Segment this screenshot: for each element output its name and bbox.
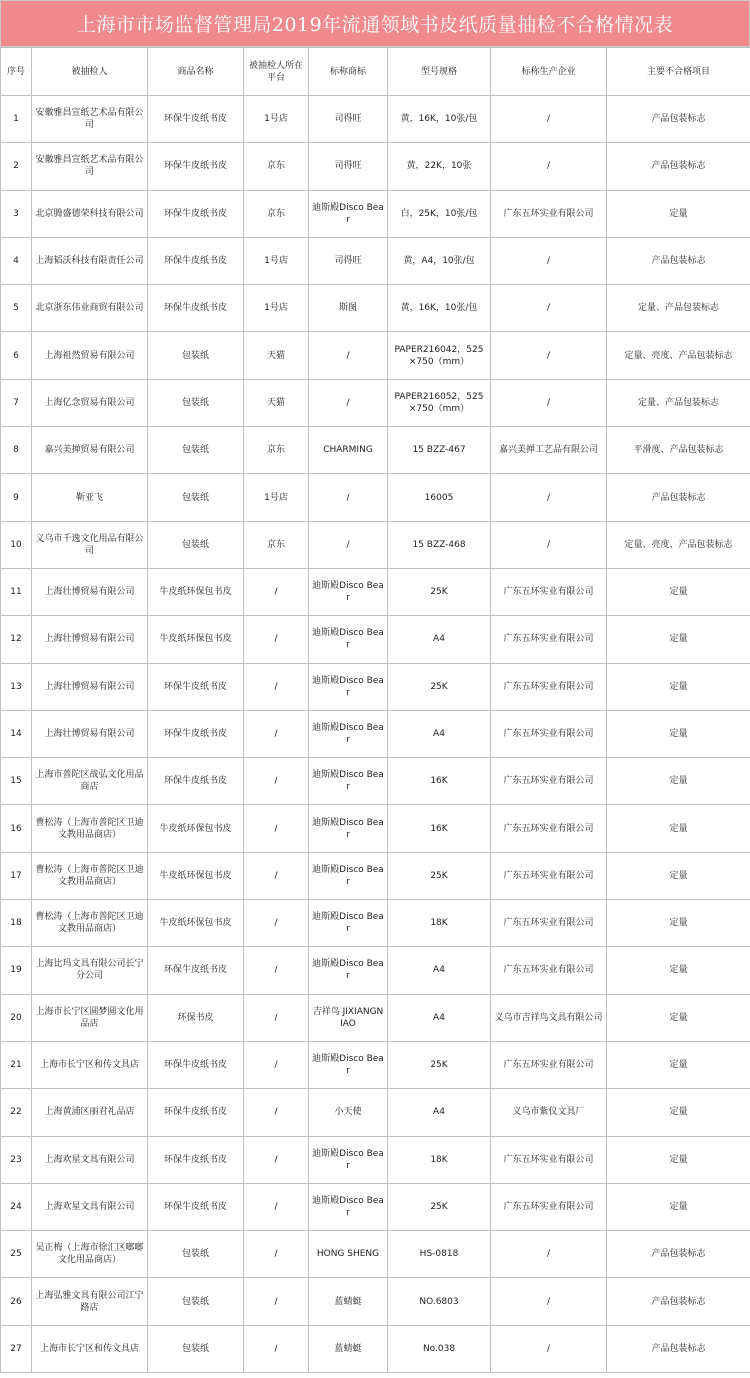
cell-inspected-party: 上海壮博贸易有限公司 xyxy=(32,710,148,757)
cell-manufacturer: 广东五环实业有限公司 xyxy=(491,852,607,899)
cell-index: 25 xyxy=(1,1231,32,1278)
cell-product-name: 环保牛皮纸书皮 xyxy=(148,1089,244,1136)
cell-trademark: 小天使 xyxy=(309,1089,388,1136)
cell-trademark: 迪斯殿Disco Bear xyxy=(309,947,388,994)
table-row xyxy=(1,427,750,474)
cell-index: 17 xyxy=(1,852,32,899)
cell-failed-items: 产品包装标志 xyxy=(607,1325,750,1372)
cell-failed-items: 定量 xyxy=(607,1041,750,1088)
cell-inspected-party: 上海市长宁区圆梦圆文化用品店 xyxy=(32,994,148,1041)
cell-inspected-party: 上海欢星文具有限公司 xyxy=(32,1183,148,1230)
cell-failed-items: 产品包装标志 xyxy=(607,1278,750,1325)
cell-index: 23 xyxy=(1,1136,32,1183)
cell-model-spec: 25K xyxy=(388,1183,491,1230)
cell-failed-items: 定量 xyxy=(607,805,750,852)
cell-index: 16 xyxy=(1,805,32,852)
cell-failed-items: 定量、产品包装标志 xyxy=(607,379,750,426)
cell-product-name: 环保牛皮纸书皮 xyxy=(148,285,244,332)
table-row xyxy=(1,616,750,663)
cell-model-spec: 16K xyxy=(388,805,491,852)
cell-index: 4 xyxy=(1,237,32,284)
cell-failed-items: 定量 xyxy=(607,190,750,237)
cell-product-name: 包装纸 xyxy=(148,379,244,426)
cell-failed-items: 定量 xyxy=(607,568,750,615)
cell-failed-items: 定量 xyxy=(607,1089,750,1136)
cell-index: 19 xyxy=(1,947,32,994)
cell-model-spec: 25K xyxy=(388,568,491,615)
cell-trademark: CHARMING xyxy=(309,427,388,474)
cell-inspected-party: 靳亚飞 xyxy=(32,474,148,521)
cell-inspected-party: 上海弘雅文具有限公司江宁路店 xyxy=(32,1278,148,1325)
cell-index: 2 xyxy=(1,143,32,190)
cell-product-name: 环保牛皮纸书皮 xyxy=(148,758,244,805)
cell-platform: 1号店 xyxy=(244,474,309,521)
cell-trademark: / xyxy=(309,474,388,521)
cell-manufacturer: 广东五环实业有限公司 xyxy=(491,1041,607,1088)
cell-failed-items: 定量 xyxy=(607,947,750,994)
cell-index: 13 xyxy=(1,663,32,710)
cell-platform: / xyxy=(244,663,309,710)
cell-manufacturer: 广东五环实业有限公司 xyxy=(491,190,607,237)
cell-platform: / xyxy=(244,1231,309,1278)
cell-index: 15 xyxy=(1,758,32,805)
cell-model-spec: 16005 xyxy=(388,474,491,521)
cell-product-name: 环保牛皮纸书皮 xyxy=(148,190,244,237)
cell-inspected-party: 嘉兴美掸贸易有限公司 xyxy=(32,427,148,474)
cell-index: 14 xyxy=(1,710,32,757)
cell-inspected-party: 安徽雅昌宣纸艺术品有限公司 xyxy=(32,96,148,143)
cell-failed-items: 产品包装标志 xyxy=(607,474,750,521)
table-row xyxy=(1,285,750,332)
cell-inspected-party: 上海壮博贸易有限公司 xyxy=(32,568,148,615)
cell-manufacturer: / xyxy=(491,237,607,284)
header-trademark: 标称商标 xyxy=(309,48,388,96)
page-title: 上海市市场监督管理局2019年流通领域书皮纸质量抽检不合格情况表 xyxy=(0,0,750,47)
cell-failed-items: 产品包装标志 xyxy=(607,1231,750,1278)
cell-model-spec: 18K xyxy=(388,1136,491,1183)
cell-manufacturer: 广东五环实业有限公司 xyxy=(491,1136,607,1183)
table-row xyxy=(1,1231,750,1278)
cell-platform: 天猫 xyxy=(244,379,309,426)
cell-platform: / xyxy=(244,1136,309,1183)
header-model-spec: 型号规格 xyxy=(388,48,491,96)
cell-inspected-party: 北京浙东伟业商贸有限公司 xyxy=(32,285,148,332)
cell-failed-items: 产品包装标志 xyxy=(607,143,750,190)
cell-manufacturer: / xyxy=(491,332,607,379)
cell-index: 9 xyxy=(1,474,32,521)
table-row xyxy=(1,710,750,757)
table-row xyxy=(1,663,750,710)
cell-product-name: 环保牛皮纸书皮 xyxy=(148,663,244,710)
cell-manufacturer: 广东五环实业有限公司 xyxy=(491,710,607,757)
cell-manufacturer: / xyxy=(491,521,607,568)
table-row xyxy=(1,568,750,615)
cell-product-name: 包装纸 xyxy=(148,521,244,568)
cell-trademark: 迪斯殿Disco Bear xyxy=(309,1136,388,1183)
cell-inspected-party: 上海黄浦区丽君礼品店 xyxy=(32,1089,148,1136)
header-manufacturer: 标称生产企业 xyxy=(491,48,607,96)
cell-model-spec: 黄，22K，10张 xyxy=(388,143,491,190)
cell-platform: / xyxy=(244,758,309,805)
cell-product-name: 牛皮纸环保包书皮 xyxy=(148,900,244,947)
cell-trademark: 蓝蜻蜓 xyxy=(309,1278,388,1325)
cell-product-name: 牛皮纸环保包书皮 xyxy=(148,852,244,899)
cell-platform: / xyxy=(244,1041,309,1088)
cell-index: 10 xyxy=(1,521,32,568)
table-row xyxy=(1,947,750,994)
table-row xyxy=(1,474,750,521)
cell-model-spec: 25K xyxy=(388,663,491,710)
cell-manufacturer: / xyxy=(491,1231,607,1278)
cell-platform: 京东 xyxy=(244,427,309,474)
cell-failed-items: 定量 xyxy=(607,900,750,947)
cell-inspected-party: 上海市普陀区战弘文化用品商店 xyxy=(32,758,148,805)
cell-product-name: 环保牛皮纸书皮 xyxy=(148,1183,244,1230)
cell-model-spec: A4 xyxy=(388,1089,491,1136)
cell-product-name: 包装纸 xyxy=(148,1278,244,1325)
table-row xyxy=(1,900,750,947)
cell-platform: 京东 xyxy=(244,143,309,190)
cell-index: 20 xyxy=(1,994,32,1041)
cell-platform: / xyxy=(244,805,309,852)
cell-failed-items: 定量 xyxy=(607,1183,750,1230)
cell-index: 11 xyxy=(1,568,32,615)
cell-index: 5 xyxy=(1,285,32,332)
cell-trademark: 迪斯殿Disco Bear xyxy=(309,190,388,237)
cell-platform: 1号店 xyxy=(244,237,309,284)
cell-manufacturer: / xyxy=(491,143,607,190)
cell-inspected-party: 上海市长宁区和传文具店 xyxy=(32,1325,148,1372)
cell-trademark: / xyxy=(309,521,388,568)
table-body xyxy=(1,96,750,1373)
cell-manufacturer: 广东五环实业有限公司 xyxy=(491,900,607,947)
table-row xyxy=(1,852,750,899)
cell-model-spec: 18K xyxy=(388,900,491,947)
cell-failed-items: 定量、产品包装标志 xyxy=(607,285,750,332)
cell-index: 26 xyxy=(1,1278,32,1325)
table-row xyxy=(1,1325,750,1372)
cell-product-name: 环保牛皮纸书皮 xyxy=(148,96,244,143)
cell-platform: / xyxy=(244,1278,309,1325)
table-row xyxy=(1,237,750,284)
cell-model-spec: 15 BZZ-468 xyxy=(388,521,491,568)
cell-model-spec: 黄，A4，10张/包 xyxy=(388,237,491,284)
cell-product-name: 包装纸 xyxy=(148,427,244,474)
cell-trademark: / xyxy=(309,379,388,426)
cell-platform: / xyxy=(244,900,309,947)
cell-platform: 京东 xyxy=(244,190,309,237)
cell-model-spec: NO.6803 xyxy=(388,1278,491,1325)
cell-index: 1 xyxy=(1,96,32,143)
cell-index: 21 xyxy=(1,1041,32,1088)
cell-model-spec: 16K xyxy=(388,758,491,805)
cell-model-spec: A4 xyxy=(388,994,491,1041)
table-row xyxy=(1,758,750,805)
cell-manufacturer: 广东五环实业有限公司 xyxy=(491,663,607,710)
cell-trademark: 迪斯殿Disco Bear xyxy=(309,710,388,757)
cell-platform: / xyxy=(244,710,309,757)
cell-platform: / xyxy=(244,616,309,663)
cell-failed-items: 平滑度、产品包装标志 xyxy=(607,427,750,474)
cell-manufacturer: 广东五环实业有限公司 xyxy=(491,568,607,615)
cell-model-spec: HS-0818 xyxy=(388,1231,491,1278)
table-row xyxy=(1,1089,750,1136)
header-index: 序号 xyxy=(1,48,32,96)
cell-platform: / xyxy=(244,994,309,1041)
cell-platform: 京东 xyxy=(244,521,309,568)
cell-product-name: 包装纸 xyxy=(148,1231,244,1278)
cell-inspected-party: 上海韬沃科技有限责任公司 xyxy=(32,237,148,284)
cell-manufacturer: / xyxy=(491,1325,607,1372)
cell-index: 3 xyxy=(1,190,32,237)
cell-index: 12 xyxy=(1,616,32,663)
cell-trademark: HONG SHENG xyxy=(309,1231,388,1278)
table-row xyxy=(1,1183,750,1230)
cell-product-name: 包装纸 xyxy=(148,332,244,379)
cell-product-name: 牛皮纸环保包书皮 xyxy=(148,568,244,615)
table-row xyxy=(1,143,750,190)
cell-trademark: 迪斯殿Disco Bear xyxy=(309,616,388,663)
header-inspected-party: 被抽检人 xyxy=(32,48,148,96)
table-row xyxy=(1,379,750,426)
header-product-name: 商品名称 xyxy=(148,48,244,96)
cell-manufacturer: 广东五环实业有限公司 xyxy=(491,758,607,805)
cell-trademark: 蓝蜻蜓 xyxy=(309,1325,388,1372)
cell-manufacturer: 广东五环实业有限公司 xyxy=(491,947,607,994)
table-header-row xyxy=(1,48,750,96)
cell-inspected-party: 曹松涛（上海市普陀区卫迪文教用品商店） xyxy=(32,852,148,899)
cell-inspected-party: 吴正梅（上海市徐汇区啷啷文化用品商店） xyxy=(32,1231,148,1278)
cell-product-name: 包装纸 xyxy=(148,474,244,521)
cell-platform: / xyxy=(244,1183,309,1230)
cell-manufacturer: 广东五环实业有限公司 xyxy=(491,1183,607,1230)
cell-model-spec: 25K xyxy=(388,852,491,899)
cell-failed-items: 定量 xyxy=(607,852,750,899)
cell-inspected-party: 上海亿念贸易有限公司 xyxy=(32,379,148,426)
cell-inspected-party: 上海祖然贸易有限公司 xyxy=(32,332,148,379)
cell-model-spec: A4 xyxy=(388,616,491,663)
cell-inspected-party: 曹松涛（上海市普陀区卫迪文教用品商店） xyxy=(32,900,148,947)
table-row xyxy=(1,994,750,1041)
cell-product-name: 环保牛皮纸书皮 xyxy=(148,1041,244,1088)
table-row xyxy=(1,805,750,852)
cell-manufacturer: 嘉兴美掸工艺品有限公司 xyxy=(491,427,607,474)
table-row xyxy=(1,332,750,379)
table-row xyxy=(1,96,750,143)
cell-index: 24 xyxy=(1,1183,32,1230)
cell-failed-items: 产品包装标志 xyxy=(607,96,750,143)
cell-trademark: 迪斯殿Disco Bear xyxy=(309,900,388,947)
cell-platform: 1号店 xyxy=(244,96,309,143)
cell-trademark: 迪斯殿Disco Bear xyxy=(309,758,388,805)
cell-platform: 天猫 xyxy=(244,332,309,379)
cell-trademark: 迪斯殿Disco Bear xyxy=(309,663,388,710)
cell-trademark: 司得旺 xyxy=(309,143,388,190)
cell-inspected-party: 安徽雅昌宣纸艺术品有限公司 xyxy=(32,143,148,190)
cell-model-spec: 白，25K，10张/包 xyxy=(388,190,491,237)
cell-model-spec: A4 xyxy=(388,710,491,757)
cell-index: 8 xyxy=(1,427,32,474)
cell-failed-items: 定量、亮度、产品包装标志 xyxy=(607,332,750,379)
table-row xyxy=(1,1136,750,1183)
cell-trademark: 司得旺 xyxy=(309,96,388,143)
table-row xyxy=(1,1278,750,1325)
cell-failed-items: 定量 xyxy=(607,758,750,805)
cell-trademark: 斯图 xyxy=(309,285,388,332)
cell-trademark: 迪斯殿Disco Bear xyxy=(309,1041,388,1088)
cell-manufacturer: / xyxy=(491,474,607,521)
header-failed-items: 主要不合格项目 xyxy=(607,48,750,96)
cell-index: 18 xyxy=(1,900,32,947)
cell-inspected-party: 曹松涛（上海市普陀区卫迪文教用品商店） xyxy=(32,805,148,852)
cell-inspected-party: 上海市长宁区和传文具店 xyxy=(32,1041,148,1088)
cell-product-name: 环保牛皮纸书皮 xyxy=(148,1136,244,1183)
cell-manufacturer: 广东五环实业有限公司 xyxy=(491,616,607,663)
cell-model-spec: PAPER216042，525×750（mm） xyxy=(388,332,491,379)
cell-failed-items: 产品包装标志 xyxy=(607,237,750,284)
cell-product-name: 牛皮纸环保包书皮 xyxy=(148,805,244,852)
cell-failed-items: 定量、亮度、产品包装标志 xyxy=(607,521,750,568)
cell-platform: / xyxy=(244,852,309,899)
cell-platform: / xyxy=(244,568,309,615)
cell-index: 6 xyxy=(1,332,32,379)
cell-inspected-party: 上海壮博贸易有限公司 xyxy=(32,616,148,663)
cell-manufacturer: / xyxy=(491,96,607,143)
cell-inspected-party: 上海比玛文具有限公司长宁分公司 xyxy=(32,947,148,994)
cell-inspected-party: 北京腾盛德荣科技有限公司 xyxy=(32,190,148,237)
cell-model-spec: 黄，16K，10张/包 xyxy=(388,285,491,332)
cell-manufacturer: / xyxy=(491,379,607,426)
cell-platform: / xyxy=(244,947,309,994)
cell-trademark: 司得旺 xyxy=(309,237,388,284)
cell-trademark: 迪斯殿Disco Bear xyxy=(309,805,388,852)
cell-trademark: 迪斯殿Disco Bear xyxy=(309,568,388,615)
cell-failed-items: 定量 xyxy=(607,994,750,1041)
cell-platform: / xyxy=(244,1325,309,1372)
cell-index: 27 xyxy=(1,1325,32,1372)
cell-manufacturer: / xyxy=(491,1278,607,1325)
cell-product-name: 环保牛皮纸书皮 xyxy=(148,143,244,190)
cell-trademark: 迪斯殿Disco Bear xyxy=(309,1183,388,1230)
cell-manufacturer: 义乌市吉祥鸟文具有限公司 xyxy=(491,994,607,1041)
cell-manufacturer: 义乌市紫仪文具厂 xyxy=(491,1089,607,1136)
cell-index: 7 xyxy=(1,379,32,426)
cell-inspected-party: 上海欢星文具有限公司 xyxy=(32,1136,148,1183)
table-row xyxy=(1,1041,750,1088)
cell-platform: 1号店 xyxy=(244,285,309,332)
cell-inspected-party: 上海壮博贸易有限公司 xyxy=(32,663,148,710)
cell-model-spec: 25K xyxy=(388,1041,491,1088)
cell-index: 22 xyxy=(1,1089,32,1136)
report-table xyxy=(0,47,750,1373)
table-row xyxy=(1,190,750,237)
cell-product-name: 环保牛皮纸书皮 xyxy=(148,947,244,994)
cell-failed-items: 定量 xyxy=(607,616,750,663)
cell-platform: / xyxy=(244,1089,309,1136)
cell-model-spec: 15 BZZ-467 xyxy=(388,427,491,474)
cell-product-name: 环保书皮 xyxy=(148,994,244,1041)
table-row xyxy=(1,521,750,568)
cell-failed-items: 定量 xyxy=(607,710,750,757)
cell-model-spec: PAPER216052，525×750（mm） xyxy=(388,379,491,426)
cell-failed-items: 定量 xyxy=(607,1136,750,1183)
cell-inspected-party: 义乌市千逸文化用品有限公司 xyxy=(32,521,148,568)
cell-product-name: 环保牛皮纸书皮 xyxy=(148,710,244,757)
cell-trademark: 迪斯殿Disco Bear xyxy=(309,852,388,899)
cell-manufacturer: / xyxy=(491,285,607,332)
cell-model-spec: 黄，16K，10张/包 xyxy=(388,96,491,143)
cell-manufacturer: 广东五环实业有限公司 xyxy=(491,805,607,852)
cell-product-name: 包装纸 xyxy=(148,1325,244,1372)
cell-trademark: / xyxy=(309,332,388,379)
cell-product-name: 环保牛皮纸书皮 xyxy=(148,237,244,284)
cell-trademark: 吉祥鸟 JIXIANGNIAO xyxy=(309,994,388,1041)
cell-model-spec: A4 xyxy=(388,947,491,994)
cell-model-spec: No.038 xyxy=(388,1325,491,1372)
cell-product-name: 牛皮纸环保包书皮 xyxy=(148,616,244,663)
header-platform: 被抽检人所在平台 xyxy=(244,48,309,96)
cell-failed-items: 定量 xyxy=(607,663,750,710)
